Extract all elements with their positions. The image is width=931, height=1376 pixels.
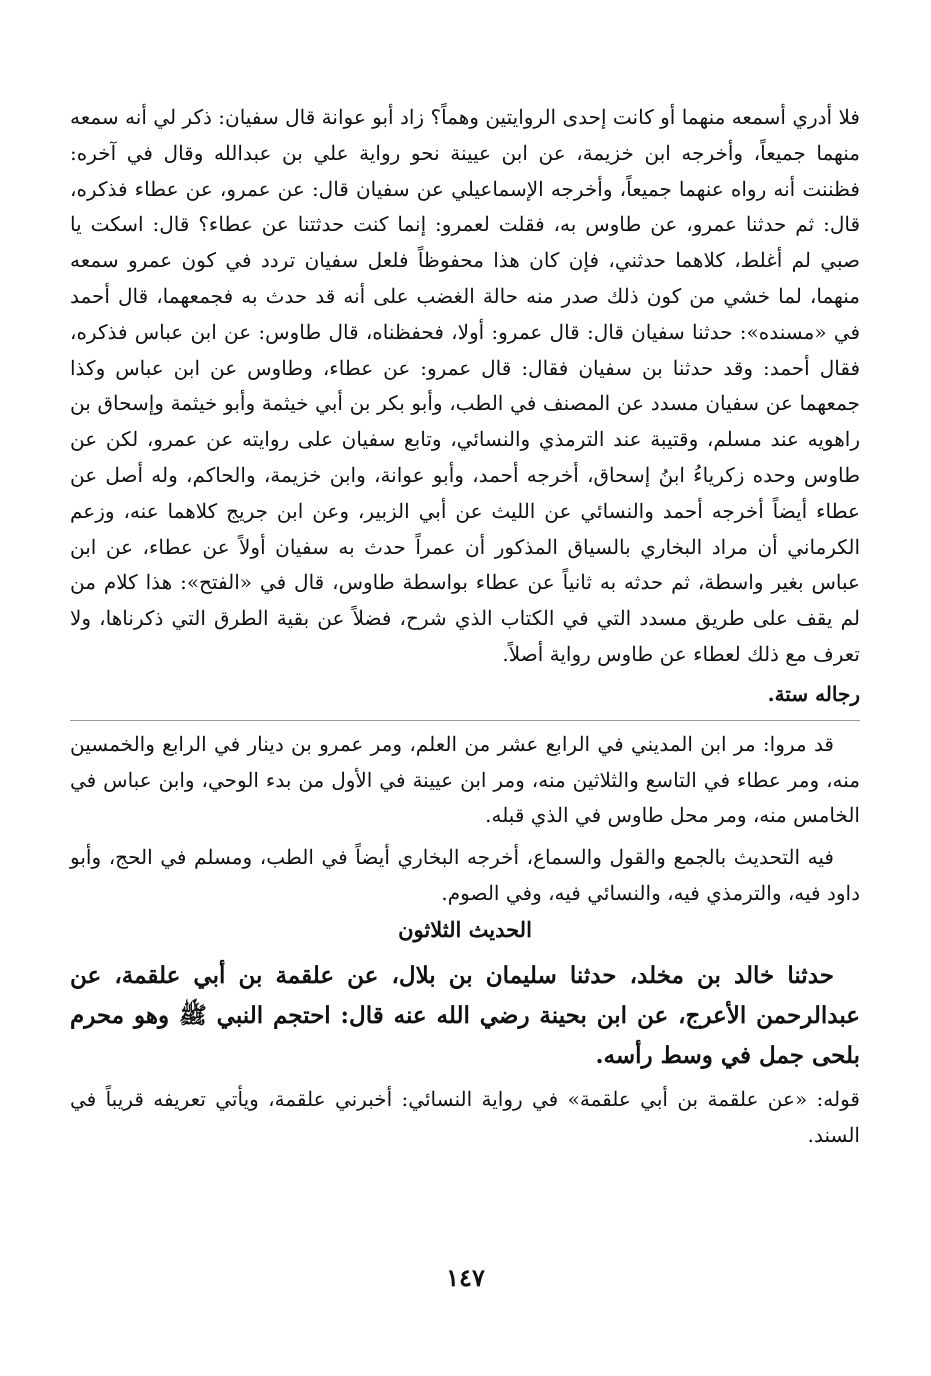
divider — [70, 720, 860, 721]
paragraph-narrators: قد مروا: مر ابن المديني في الرابع عشر من العلم، ومر عمرو بن دينار في الرابع والخمسين منه، ومر عطاء في التاسع والثلاثين منه، ومر ابن عيينة في الأول من بدء الوحي، وابن عباس في الخامس منه، ومر محل طاوس في الذي قبله. — [70, 731, 860, 828]
paragraph-explanation: قوله: «عن علقمة بن أبي علقمة» في رواية النسائي: أخبرني علقمة، ويأتي تعريفه قريباً في السند. — [70, 1086, 860, 1147]
page-content — [70, 100, 860, 1153]
hadith-text: حدثنا خالد بن مخلد، حدثنا سليمان بن بلال، عن علقمة بن أبي علقمة، عن عبدالرحمن الأعرج، عن ابن بحينة رضي الله عنه قال: احتجم النبي ﷺ وهو محرم بلحى جمل في وسط رأسه. — [70, 961, 860, 1069]
hadith-heading: الحديث الثلاثون — [398, 916, 532, 942]
section-heading-narrators: رجاله ستة. — [767, 681, 860, 706]
paragraph-benefits: فيه التحديث بالجمع والقول والسماع، أخرجه البخاري أيضاً في الطب، ومسلم في الحج، وأبو داود فيه، والترمذي فيه، والنسائي فيه، وفي الصوم. — [70, 845, 860, 905]
paragraph-commentary: فلا أدري أسمعه منهما أو كانت إحدى الروايتين وهماً؟ زاد أبو عوانة قال سفيان: ذكر لي أنه سمعه منهما جميعاً، وأخرجه ابن خزيمة، عن ابن عيينة نحو رواية علي بن عبدالله وقال في آخره: فظننت أنه رواه عنهما جميعاً، وأخرجه الإسماعيلي عن سفيان قال: عن عمرو، عن عطاء فذكره، قال: ثم حدثنا عمرو، عن طاوس به، فقلت لعمرو: إنما كنت حدثتنا عن عطاء؟ قال: اسكت يا صبي لم أغلط، كلاهما حدثني، فإن كان هذا محفوظاً فلعل سفيان تردد في كون عمرو سمعه منهما، لما خشي من كون ذلك صدر منه حالة الغضب على أنه قد حدث به فجمعهما، قال أحمد في «مسنده»: حدثنا سفيان قال: قال عمرو: أولا، فحفظناه، قال طاوس: عن ابن عباس فذكره، فقال أحمد: وقد حدثنا بن سفيان فقال: قال عمرو: عن عطاء، وطاوس عن ابن عباس وكذا جمعهما عن سفيان مسدد عن المصنف في الطب، وأبو بكر بن أبي خيثمة وأبو خيثمة وإسحاق بن راهويه عند مسلم، وقتيبة عند الترمذي والنسائي، وتابع سفيان على روايته عن عمرو، لكن عن طاوس وحده زكرياءُ ابنُ إسحاق، أخرجه أحمد، وأبو عوانة، وابن خزيمة، والحاكم، وله أصل عن عطاء أيضاً أخرجه أحمد والنسائي عن الليث عن أبي الزبير، وعن ابن جريج كلاهما عنه، وزعم الكرماني أن مراد البخاري بالسياق المذكور أن عمراً حدث به سفيان أولاً عن عطاء، عن ابن عباس بغير واسطة، ثم حدثه به ثانياً عن عطاء بواسطة طاوس، قال في «الفتح»: هذا كلام من لم يقف على طريق مسدد التي في الكتاب الذي شرح، فضلاً عن بقية الطرق التي ذكرناها، ولا تعرف مع ذلك لعطاء عن طاوس رواية أصلاً. — [70, 105, 860, 666]
page-number: ١٤٧ — [446, 1263, 485, 1292]
